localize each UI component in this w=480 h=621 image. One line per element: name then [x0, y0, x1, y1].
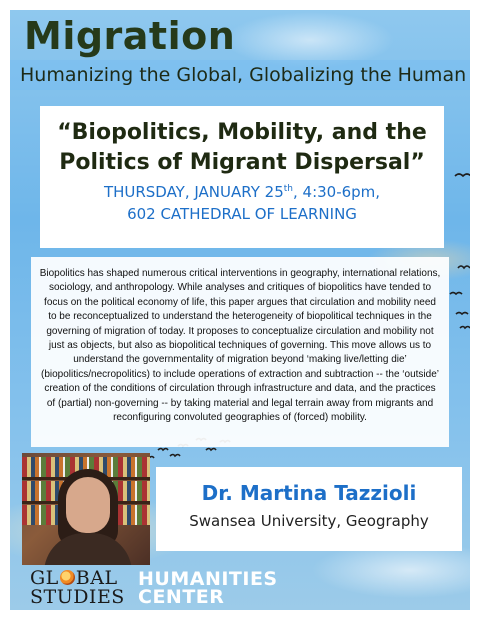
speaker-name: Dr. Martina Tazzioli — [201, 481, 417, 505]
talk-title — [40, 118, 444, 178]
speaker-affiliation: Swansea University, Geography — [189, 512, 429, 530]
global-studies-logo — [30, 569, 126, 607]
global-logo-text-b: BAL — [75, 567, 118, 589]
abstract-text: Biopolitics has shaped numerous critical interventions in geography, international relations, sociology, and anthropology. While analyses and critiques of biopolitics have tended to focus on the political economy of life, this paper argues that circulation and mobility need to be reconceptualized to understand the heterogeneity of biopolitical techniques in the governing of migration of today. It proposes to conceptualize circulation and mobility not just as objects, but also as biopolitical techniques of governing. This move allows us to understand the governmentality of migration beyond ‘making live/letting die’ (biopolitics/necropolitics) to include operations of extraction and subtraction -- the ‘outside’ creation of the conditions of circulation through infrastructure and data, and the practices of (partial) non-governing -- by taking material and legal terrain away from migrants and reconfiguring convoluted geographies of (forced) mobility. — [39, 268, 441, 424]
global-logo-text-a: GL — [30, 567, 59, 589]
abstract-box — [31, 257, 449, 447]
talk-title-line-2: Politics of Migrant Dispersal” — [59, 150, 425, 175]
date-ordinal-suffix: th — [283, 184, 293, 194]
talk-location: 602 CATHEDRAL OF LEARNING — [127, 205, 357, 223]
talk-time: , 4:30-6pm, — [292, 183, 381, 201]
talk-title-line-1: “Biopolitics, Mobility, and the — [57, 120, 427, 145]
center-logo-text: CENTER — [138, 586, 225, 608]
speaker-shoulders — [44, 533, 132, 565]
series-subtitle: Humanizing the Global, Globalizing the Human — [20, 64, 467, 86]
globe-icon — [60, 570, 75, 585]
humanities-center-logo — [138, 570, 278, 606]
talk-info-box — [40, 106, 444, 248]
talk-date-time — [40, 178, 444, 203]
event-poster — [10, 10, 470, 610]
speaker-face — [66, 477, 110, 533]
speaker-photo — [22, 453, 150, 565]
speaker-info-box — [156, 467, 462, 551]
talk-date: THURSDAY, JANUARY 25 — [103, 183, 284, 201]
studies-logo-text: STUDIES — [30, 586, 125, 608]
humanities-logo-text: HUMANITIES — [138, 568, 278, 590]
series-title: Migration — [24, 14, 236, 58]
